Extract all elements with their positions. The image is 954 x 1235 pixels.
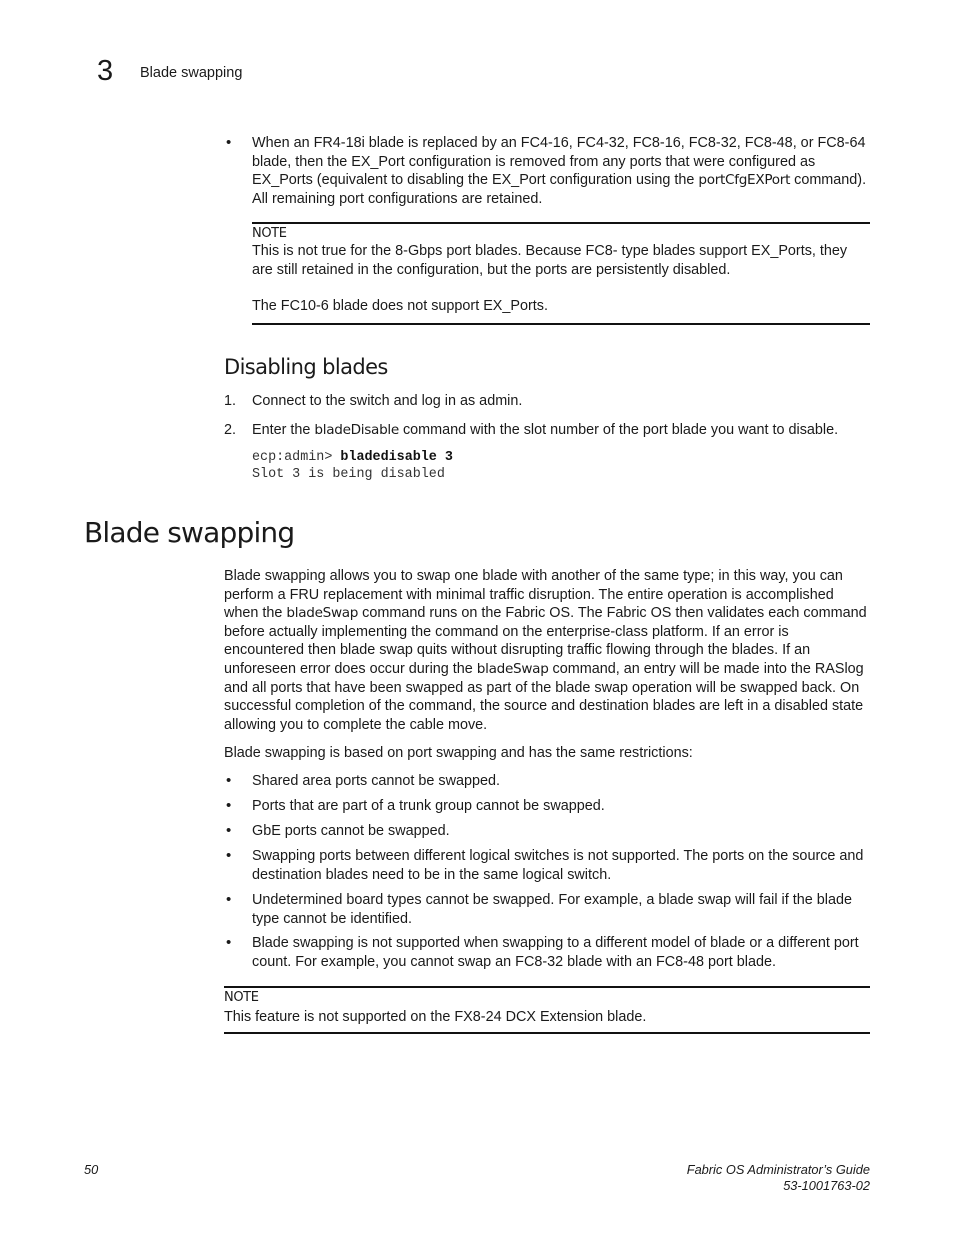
list-item: Undetermined board types cannot be swapped. For example, a blade swap will fail if the blade type cannot be identified. [252,892,852,927]
code-output: Slot 3 is being disabled [252,467,445,482]
list-item: GbE ports cannot be swapped. [252,823,450,839]
paragraph-part: Blade swapping allows you to swap one blade with another of the same type; in this way, you can perform a FRU replacement with minimal traffic disruption. The entire operation is accomplished when the [224,568,843,622]
code-command: bladedisable 3 [340,450,453,465]
code-prompt: ecp:admin> [252,450,341,465]
intro-bullet-text [252,134,872,208]
chapter-title: Blade swapping [140,65,243,81]
command-name: bladeSwap [476,660,549,677]
note-label: NOTE [224,990,259,1005]
guide-title: Fabric OS Administrator’s Guide [686,1162,870,1177]
note-paragraph: This feature is not supported on the FX8-24 DCX Extension blade. [224,1009,647,1025]
list-item: Ports that are part of a trunk group cannot be swapped. [252,798,605,814]
code-block [252,449,453,483]
step-text [252,421,872,440]
note-paragraph: This is not true for the 8-Gbps port blades. Because FC8- type blades support EX_Ports, they are still retained in the configuration, but the ports are persistently disabled. [252,243,848,278]
step-text-part: command with the slot number of the port blade you want to disable. [398,422,839,438]
page-number: 50 [84,1162,99,1177]
main-heading: Blade swapping [84,516,295,549]
command-name: bladeDisable [314,422,399,438]
note-paragraph: The FC10-6 blade does not support EX_Ports. [252,298,548,314]
body-paragraph: Blade swapping is based on port swapping and has the same restrictions: [224,745,693,761]
bullet-dot: • [226,134,232,151]
bullet-dot: • [226,847,232,864]
bullet-dot: • [226,891,232,908]
section-heading: Disabling blades [224,355,388,379]
list-item: Swapping ports between different logical switches is not supported. The ports on the source and destination blades need to be in the same logical switch. [252,848,864,883]
bullet-dot: • [226,934,232,951]
chapter-number: 3 [97,55,114,87]
command-name: portCfgEXPort [698,172,791,189]
list-item: Blade swapping is not supported when swapping to a different model of blade or a different port count. For example, you cannot swap an FC8-32 blade with an FC8-48 port blade. [252,935,859,970]
command-name: bladeSwap [286,605,359,622]
bullet-dot: • [226,822,232,839]
step-text-part: Enter the [252,422,315,438]
body-paragraph [224,567,870,734]
paragraph-part: command runs on the Fabric OS. The Fabric OS then validates each command before actually implementing the command on the enterprise-class platform. If an error is encountered then blade swap quits without disrupting traffic flowing through the blades. If an unforeseen error does occur during the [224,605,867,677]
step-number: 2. [224,422,237,438]
document-number: 53-1001763-02 [783,1178,870,1193]
step-number: 1. [224,393,237,409]
list-item: Shared area ports cannot be swapped. [252,773,501,789]
intro-bullet-part: When an FR4-18i blade is replaced by an FC4-16, FC4-32, FC8-16, FC8-32, FC8-48, or FC8-64 blade, then the EX_Port configuration is removed from any ports that were configured as EX_Ports (equivalent to disabling the EX_Port configuration using the [252,135,866,189]
paragraph-part: command, an entry will be made into the RASlog and all ports that have been swapped as part of the blade swap operation will be swapped back. On successful completion of the command, the source and destination blades are left in a disabled state allowing you to complete the cable move. [224,660,864,733]
bullet-dot: • [226,797,232,814]
bullet-dot: • [226,772,232,789]
step-text: Connect to the switch and log in as admin. [252,393,523,409]
intro-bullet-part: command). All remaining port configurations are retained. [252,172,867,207]
note-label: NOTE [252,226,287,241]
